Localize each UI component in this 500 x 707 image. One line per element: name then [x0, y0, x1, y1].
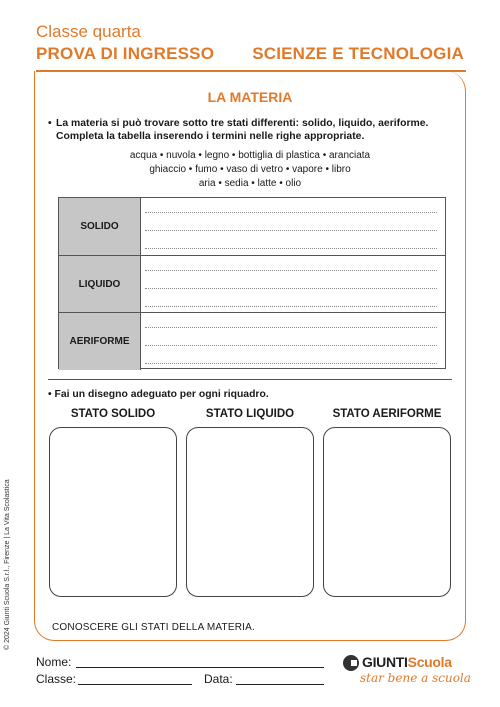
publisher-logo: [362, 654, 452, 670]
drawing-box-solido[interactable]: [49, 427, 177, 597]
row-label-aeriforme: AERIFORME: [59, 313, 141, 370]
row-label-liquido: LIQUIDO: [59, 256, 141, 313]
copyright-notice: © 2024 Giunti Scuola S.r.l., Firenze | La Vita Scolastica: [4, 479, 11, 650]
states-table: [58, 197, 446, 369]
table-row-solido: [59, 198, 445, 255]
writing-line[interactable]: [145, 363, 437, 364]
giunti-g-logo-icon: [343, 655, 359, 671]
date-field[interactable]: [236, 684, 324, 685]
box-title-solido: STATO SOLIDO: [70, 408, 156, 420]
learning-objective: CONOSCERE GLI STATI DELLA MATERIA.: [52, 622, 255, 633]
writing-line[interactable]: [145, 230, 437, 231]
word-list-line-3: aria • sedia • latte • olio: [198, 178, 302, 189]
publisher-tagline: star bene a scuola: [360, 671, 471, 685]
table-row-liquido: [59, 255, 445, 313]
date-label: Data:: [204, 672, 233, 686]
bullet-icon: •: [48, 118, 52, 129]
box-title-liquido: STATO LIQUIDO: [205, 408, 295, 420]
logo-giunti: GIUNTI: [362, 654, 408, 670]
writing-line[interactable]: [145, 327, 437, 328]
subject-label: SCIENZE E TECNOLOGIA: [252, 44, 464, 63]
class-field[interactable]: [78, 684, 192, 685]
section-divider: [48, 379, 452, 380]
writing-line[interactable]: [145, 212, 437, 213]
row-label-solido: SOLIDO: [59, 198, 141, 255]
writing-line[interactable]: [145, 306, 437, 307]
writing-line[interactable]: [145, 345, 437, 346]
instruction-line-1: La materia si può trovare sotto tre stati differenti: solido, liquido, aeriforme.: [56, 118, 429, 129]
class-label: Classe quarta: [36, 22, 141, 41]
logo-scuola: Scuola: [407, 654, 452, 670]
drawing-box-liquido[interactable]: [186, 427, 314, 597]
section-title: LA MATERIA: [207, 89, 293, 105]
word-list-line-1: acqua • nuvola • legno • bottiglia di plastica • aranciata: [129, 150, 371, 161]
instruction-block: [48, 117, 458, 143]
instruction-line-2: Completa la tabella inserendo i termini nelle righe appropriate.: [56, 131, 365, 142]
writing-line[interactable]: [145, 288, 437, 289]
drawing-box-aeriforme[interactable]: [323, 427, 451, 597]
writing-line[interactable]: [145, 248, 437, 249]
table-row-aeriforme: [59, 312, 445, 370]
drawing-instruction-text: Fai un disegno adeguato per ogni riquadro.: [54, 389, 269, 400]
box-title-aeriforme: STATO AERIFORME: [332, 408, 442, 420]
bullet-icon: •: [48, 389, 55, 400]
name-field[interactable]: [76, 667, 324, 668]
name-label: Nome:: [36, 655, 72, 669]
writing-line[interactable]: [145, 270, 437, 271]
test-label: PROVA DI INGRESSO: [36, 44, 215, 63]
class-field-label: Classe:: [36, 672, 77, 686]
word-list-line-2: ghiaccio • fumo • vaso di vetro • vapore • libro: [149, 164, 351, 175]
drawing-instruction: [48, 389, 269, 400]
